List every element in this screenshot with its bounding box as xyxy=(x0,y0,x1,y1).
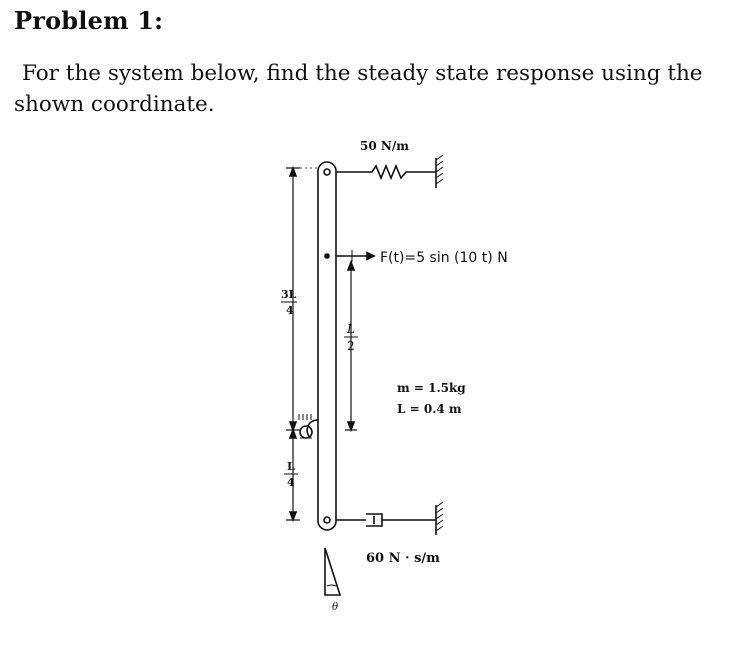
top-pin xyxy=(324,169,330,175)
spring-wall-hatch xyxy=(436,155,443,184)
bar xyxy=(318,162,336,530)
dim-L2-denominator: 2 xyxy=(347,339,355,353)
spring xyxy=(336,166,436,178)
dim-L2-numerator: L xyxy=(347,322,355,336)
problem-statement-text: For the system below, find the steady state response using the shown coordinate. xyxy=(14,61,703,117)
dim-left-mid-arrow-down xyxy=(290,430,296,438)
dim-L4-numerator: L xyxy=(287,460,295,473)
mass-label: m = 1.5kg xyxy=(397,381,466,395)
angle-arc xyxy=(327,585,336,586)
angle-triangle xyxy=(325,548,340,595)
dim-left-top-arrow xyxy=(290,168,296,176)
angle-label: θ xyxy=(332,602,339,613)
dim-left-bottom-arrow xyxy=(290,512,296,520)
dim-half-top-arrow xyxy=(348,262,354,270)
guide-dots xyxy=(300,168,370,256)
dim-L4-denominator: 4 xyxy=(287,476,295,489)
bottom-pin xyxy=(324,517,330,523)
dim-half-bottom-arrow xyxy=(348,422,354,430)
force-label: F(t)=5 sin (10 t) N xyxy=(380,250,508,266)
pivot-hatch xyxy=(299,414,311,420)
pivot-pin xyxy=(300,426,312,438)
damper-wall-hatch xyxy=(436,502,443,531)
length-label: L = 0.4 m xyxy=(397,402,462,416)
problem-title: Problem 1: xyxy=(14,6,164,35)
dim-3L4-numerator: 3L xyxy=(281,288,297,301)
force-point xyxy=(325,254,329,258)
dim-3L4-denominator: 4 xyxy=(286,304,294,317)
damper-label: 60 N · s/m xyxy=(366,551,440,566)
pivot-arm xyxy=(307,420,318,438)
spring-label: 50 N/m xyxy=(360,139,409,153)
